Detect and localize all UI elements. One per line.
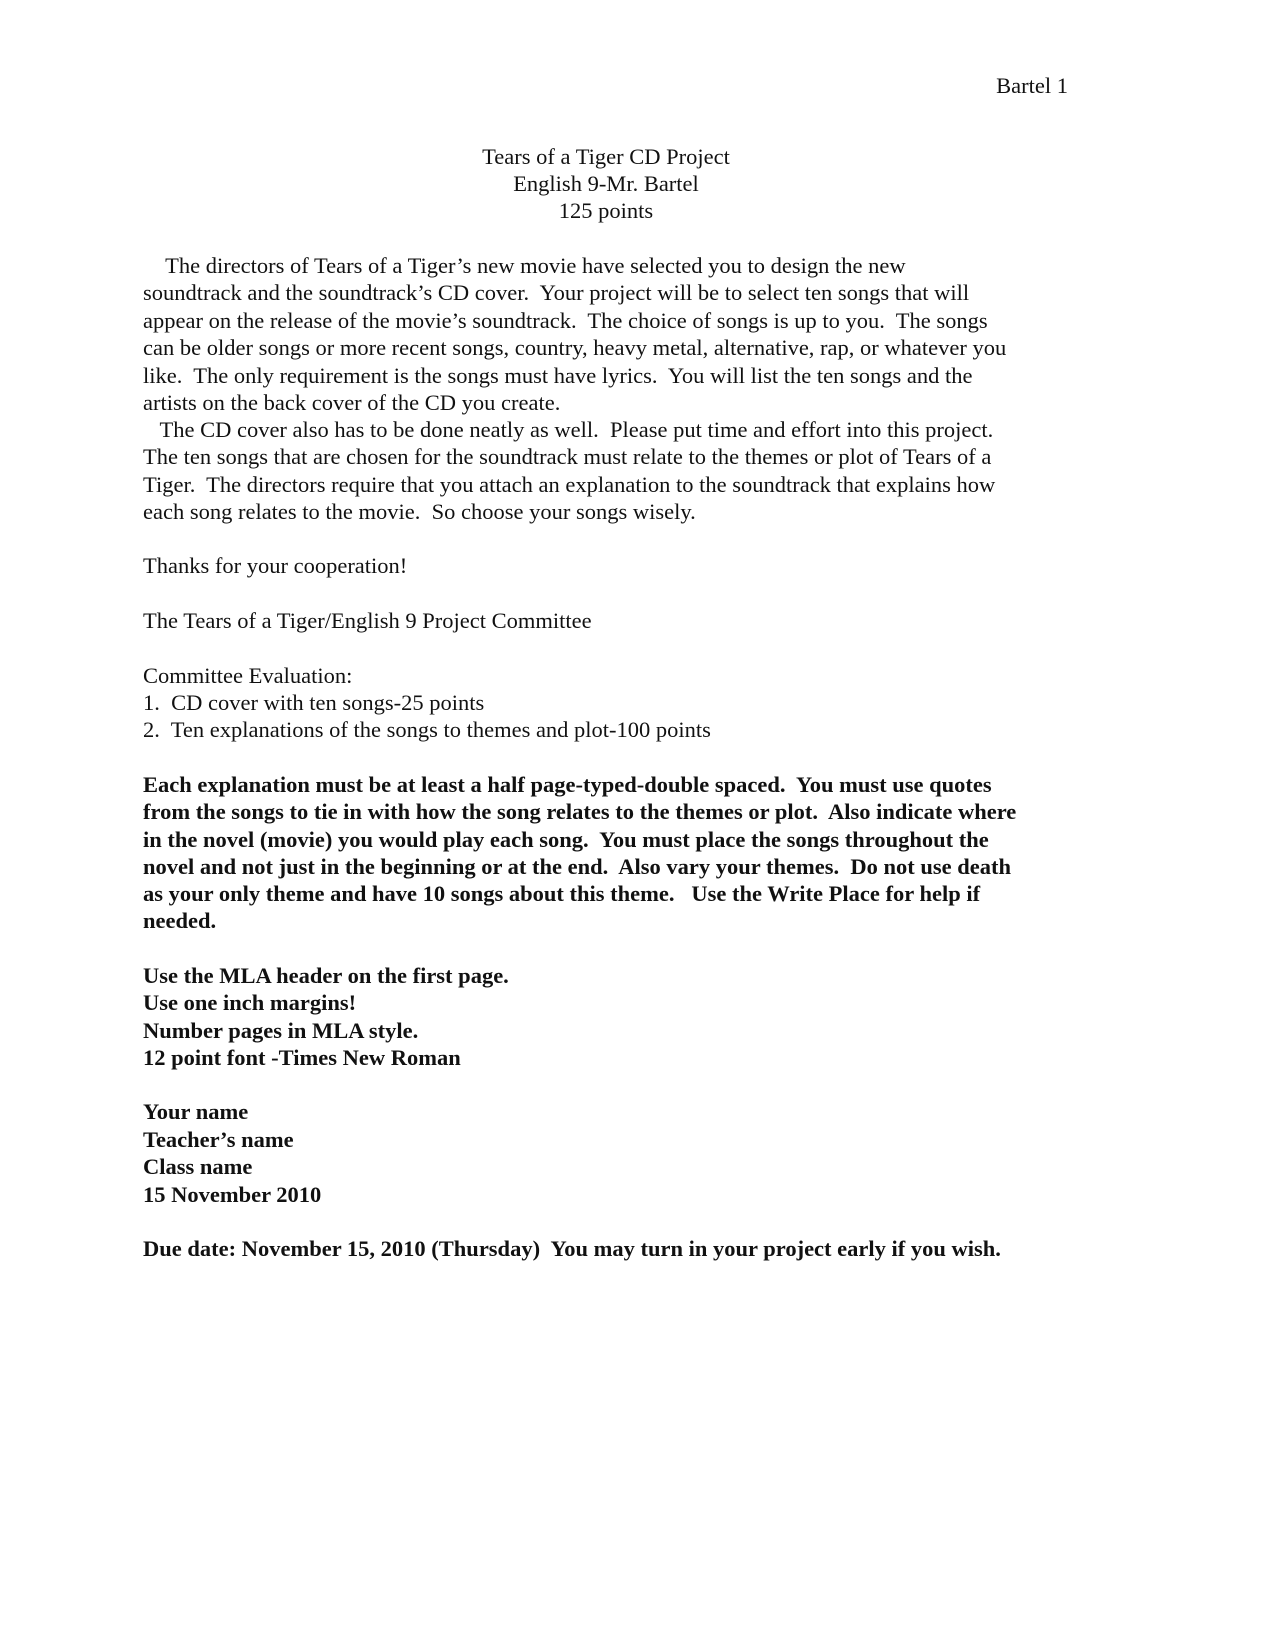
intro-line: The ten songs that are chosen for the soundtrack must relate to the themes or plot of Tears of a [143,444,992,469]
mla-line: Teacher’s name [143,1127,294,1152]
intro-line: appear on the release of the movie’s soundtrack. The choice of songs is up to you. The songs [143,308,988,333]
intro-line: The directors of Tears of a Tiger’s new movie have selected you to design the new [143,253,906,278]
intro-line: soundtrack and the soundtrack’s CD cover. Your project will be to select ten songs that will [143,280,970,305]
format-rule: Use one inch margins! [143,990,357,1015]
requirements-line: novel and not just in the beginning or at the end. Also vary your themes. Do not use death [143,854,1012,879]
mla-line: Your name [143,1099,249,1124]
evaluation-item: 2. Ten explanations of the songs to themes and plot-100 points [143,717,711,742]
subtitle-class: English 9-Mr. Bartel [513,171,699,196]
intro-line: Tiger. The directors require that you attach an explanation to the soundtrack that explains how [143,472,996,497]
title: Tears of a Tiger CD Project [482,144,730,169]
thanks-line: Thanks for your cooperation! [143,553,408,578]
requirements-line: from the songs to tie in with how the song relates to the themes or plot. Also indicate where [143,799,1017,824]
intro-line: each song relates to the movie. So choose your songs wisely. [143,499,696,524]
evaluation-heading: Committee Evaluation: [143,663,353,688]
mla-line: 15 November 2010 [143,1182,322,1207]
format-rule: Number pages in MLA style. [143,1018,419,1043]
requirements-line: Each explanation must be at least a half page-typed-double spaced. You must use quotes [143,772,992,797]
page-number-header: Bartel 1 [996,73,1068,98]
requirements-line: in the novel (movie) you would play each song. You must place the songs throughout the [143,827,989,852]
format-rule: 12 point font -Times New Roman [143,1045,461,1070]
format-rule: Use the MLA header on the first page. [143,963,509,988]
evaluation-item: 1. CD cover with ten songs-25 points [143,690,485,715]
signoff-line: The Tears of a Tiger/English 9 Project Committee [143,608,592,633]
subtitle-points: 125 points [558,198,654,223]
intro-line: The CD cover also has to be done neatly as well. Please put time and effort into this project. [143,417,994,442]
mla-line: Class name [143,1154,253,1179]
intro-line: can be older songs or more recent songs, country, heavy metal, alternative, rap, or whatever you [143,335,1007,360]
requirements-line: needed. [143,908,217,933]
requirements-line: as your only theme and have 10 songs about this theme. Use the Write Place for help if [143,881,981,906]
intro-line: artists on the back cover of the CD you create. [143,390,561,415]
due-date: Due date: November 15, 2010 (Thursday) You may turn in your project early if you wish. [143,1236,1001,1261]
intro-line: like. The only requirement is the songs must have lyrics. You will list the ten songs and the [143,363,973,388]
